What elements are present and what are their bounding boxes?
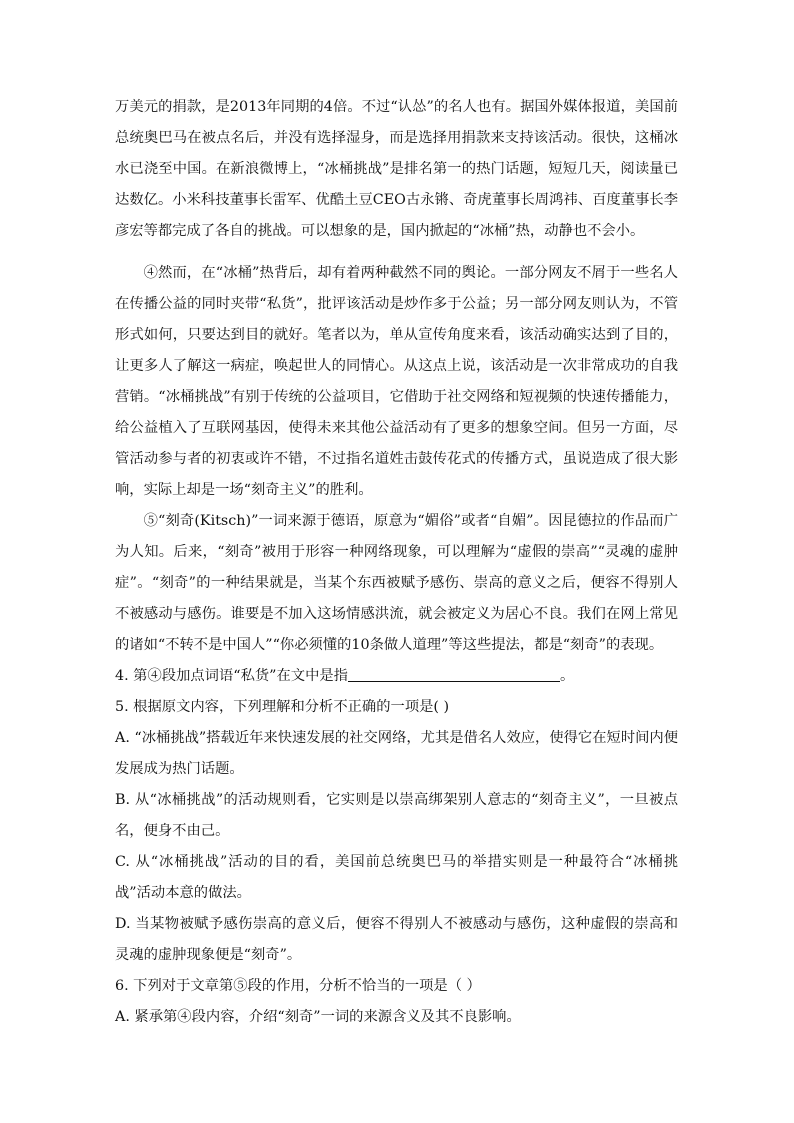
question-4-end: 。 [559, 668, 575, 684]
question-5-stem: 5. 根据原文内容，下列理解和分析不正确的一项是( ) [115, 699, 450, 715]
passage-paragraph-3-tail: 万美元的捐款，是2013年同期的4倍。不过“认怂”的名人也有。据国外媒体报道，美国前总统奥巴马在被点名后，并没有选择湿身，而是选择用捐款来支持该活动。很快，这桶冰水已浇至中国。在新浪微博上，“冰桶挑战”是排名第一的热门话题，短短几天，阅读量已达数亿。小米科技董事长雷军、优酷土豆CEO古永锵、奇虎董事长周鸿祎、百度董事长李彦宏等都完成了各自的挑战。可以想象的是，国内掀起的“冰桶”热，动静也不会小。 [115, 99, 678, 239]
answer-blank[interactable] [348, 665, 560, 682]
question-5-option-d: D. 当某物被赋予感伤崇高的意义后，便容不得别人不被感动与感伤，这种虚假的崇高和灵魂的虚肿现象便是“刻奇”。 [115, 916, 678, 963]
question-5-option-c: C. 从“冰桶挑战”活动的目的看，美国前总统奥巴马的举措实则是一种最符合“冰桶挑战”活动本意的做法。 [115, 854, 678, 901]
question-5-option-a: A. “冰桶挑战”搭载近年来快速发展的社交网络，尤其是借名人效应，使得它在短时间内便发展成为热门话题。 [115, 730, 679, 777]
passage-paragraph-5: ⑤“刻奇(Kitsch)”一词来源于德语，原意为“媚俗”或者“自媚”。因昆德拉的作品而广为人知。后来，“刻奇”被用于形容一种网络现象，可以理解为“虚假的崇高”“灵魂的虚肿症”。“刻奇”的一种结果就是，当某个东西被赋予感伤、崇高的意义之后，便容不得别人不被感动与感伤。谁要是不加入这场情感洪流，就会被定义为居心不良。我们在网上常见的诸如“不转不是中国人”“你必须懂的10条做人道理”等这些提法，都是“刻奇”的表现。 [115, 513, 678, 653]
question-4 [115, 661, 678, 692]
question-4-text: 4. 第④段加点词语“私货”在文中是指 [115, 668, 348, 684]
question-6-option-a: A. 紧承第④段内容，介绍“刻奇”一词的来源含义及其不良影响。 [115, 1009, 521, 1025]
question-5-option-b: B. 从“冰桶挑战”的活动规则看，它实则是以崇高绑架别人意志的“刻奇主义”，一旦被点名，便身不由己。 [115, 792, 678, 839]
passage-paragraph-4: ④然而，在“冰桶”热背后，却有着两种截然不同的舆论。一部分网友不屑于一些名人在传播公益的同时夹带“私货”，批评该活动是炒作多于公益；另一部分网友则认为，不管形式如何，只要达到目的就好。笔者以为，单从宣传角度来看，该活动确实达到了目的，让更多人了解这一病症，唤起世人的同情心。从这点上说，该活动是一次非常成功的自我营销。“冰桶挑战”有别于传统的公益项目，它借助于社交网络和短视频的快速传播能力，给公益植入了互联网基因，使得未来其他公益活动有了更多的想象空间。但另一方面，尽管活动参与者的初衷或许不错，不过指名道姓击鼓传花式的传播方式，虽说造成了很大影响，实际上却是一场“刻奇主义”的胜利。 [115, 265, 678, 498]
question-6-stem: 6. 下列对于文章第⑤段的作用，分析不恰当的一项是（ ） [115, 978, 481, 994]
